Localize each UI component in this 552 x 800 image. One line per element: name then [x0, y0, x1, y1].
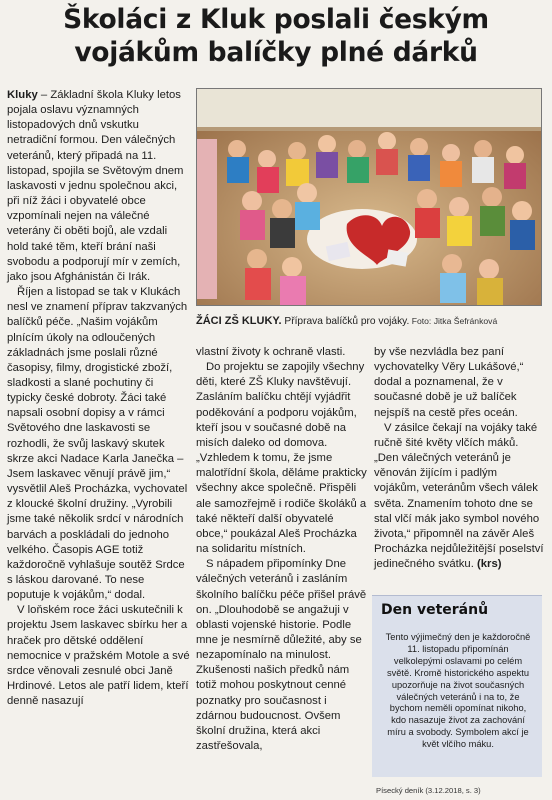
- paragraph: by vše nezvládla bez paní vychovatelky Věry Lukášové,“ dodal a poznamenal, že v současné době je už balíček nejspíš na cestě přes oceán.: [374, 346, 524, 419]
- paragraph: V loňském roce žáci uskutečnili k projektu Jsem laskavec sbírku her a hraček pro dětské oddělení nemocnice v pražském Motole a své srdce věnovali zesnulé obci Janě Hrdinové. Letos ale patří lidem, kteří denně nasazují: [7, 604, 190, 708]
- photo-caption: [196, 315, 546, 328]
- source-line: Písecký deník (3.12.2018, s. 3): [376, 786, 481, 795]
- sidebar-box: [372, 595, 542, 777]
- paragraph: V zásilce čekají na vojáky také ručně šité květy vlčích máků. „Den válečných veteránů je věnován žijícím i padlým vojákům, veteránům všech válek světa. Znamením tohoto dne se stal vlčí mák jako symbol nového života,“ připomněl na závěr Aleš Procházka nejdůležitější poselství jedinečného svátku. (krs): [374, 421, 544, 571]
- paragraph: Kluky – Základní škola Kluky letos pojala oslavu významných listopadových dnů vskutku netradiční formou. Den válečných veteránů, který připadá na 11. listopad, spojila se Světovým dnem laskavosti v jednu společnou akci, při níž žáci i obyvatelé obce vzpomínali nejen na válečné veterány či oběti bojů, ale vzdali hold také těm, kteří brání naši svobodu a podporují mír v zemích, jako jsou Afghánistán či Irák.: [7, 89, 184, 283]
- paragraph: S nápadem připomínky Dne válečných veteránů i zasláním školního balíčku péče přišel právě on. „Dlouhodobě se angažuji v oblasti vojenské historie. Podle mne je nesmírně důležité, aby se nezapomínalo na minulost. Zkušenosti našich předků nám totiž mohou poskytnout cenné poznatky pro současnost i zdárnou budoucnost. Ovšem školní družina, která akci zastřešovala,: [196, 558, 367, 753]
- headline: Školáci z Kluk poslali českým vojákům balíčky plné dárků: [63, 4, 489, 68]
- article-column-1: [7, 88, 190, 709]
- paragraph: Do projektu se zapojily všechny děti, které ZŠ Kluky navštěvují. Zasláním balíčku chtějí vyjádřit poděkování a podporu vojákům, kteří jsou v současné době na misích daleko od domova. „Vzhledem k tomu, že jsme malotřídní škola, děláme prakticky všechny akce společně. Přispěli ale samozřejmě i rodiče školáků a také někteří další obyvatelé obce,“ poukázal Aleš Procházka na solidaritu místních.: [196, 361, 367, 556]
- caption-text: Příprava balíčků pro vojáky.: [281, 316, 410, 327]
- photo-credit: Foto: Jitka Šefránková: [409, 316, 498, 326]
- article-column-2: [196, 345, 368, 754]
- sidebar-title: Den veteránů: [381, 602, 489, 618]
- author-sign: (krs): [477, 558, 502, 571]
- photo-illustration: [197, 89, 541, 305]
- paragraph: vlastní životy k ochraně vlasti.: [196, 346, 346, 358]
- caption-label: ŽÁCI ZŠ KLUKY.: [196, 315, 282, 327]
- article-column-3: [374, 345, 544, 572]
- class-photo: [196, 88, 542, 306]
- sidebar-text: Tento výjimečný den je každoročně 11. listopadu připomínán velkolepými oslavami po celém světě. Kromě historického aspektu upozorňuje na život současných válečných veteránů i na to, že bychom neměli opomínat nikoho, kdo nasazuje život za zachování míru a svobody. Symbolem akcí je květ vlčího máku.: [385, 632, 531, 750]
- paragraph: Říjen a listopad se tak v Klukách nesl ve znamení příprav takzvaných balíčků péče. „Našim vojákům plnícím úkoly na odloučených základnách jsme poslali různé časopisy, filmy, drogistické zboží, sladkosti a slané pochutiny či typicky české dobroty. Žáci také napsali osobní dopisy a v rámci Světového dne laskavosti se rozhodli, že svůj laskavý skutek skrze akci Nadace Karla Janečka – Jsem laskavec věnují právě jim,“ vysvětlil Aleš Procházka, vychovatel z kloucké školní družiny. „Vyrobili jsme také několik srdcí v národních barvách a poskládali do jednoho velkého. Časopis AGE totiž každoročně vyhlašuje soutěž Srdce s láskou darované. To nese poputuje k vojákům,“ dodal.: [7, 286, 188, 602]
- dateline: Kluky: [7, 89, 38, 101]
